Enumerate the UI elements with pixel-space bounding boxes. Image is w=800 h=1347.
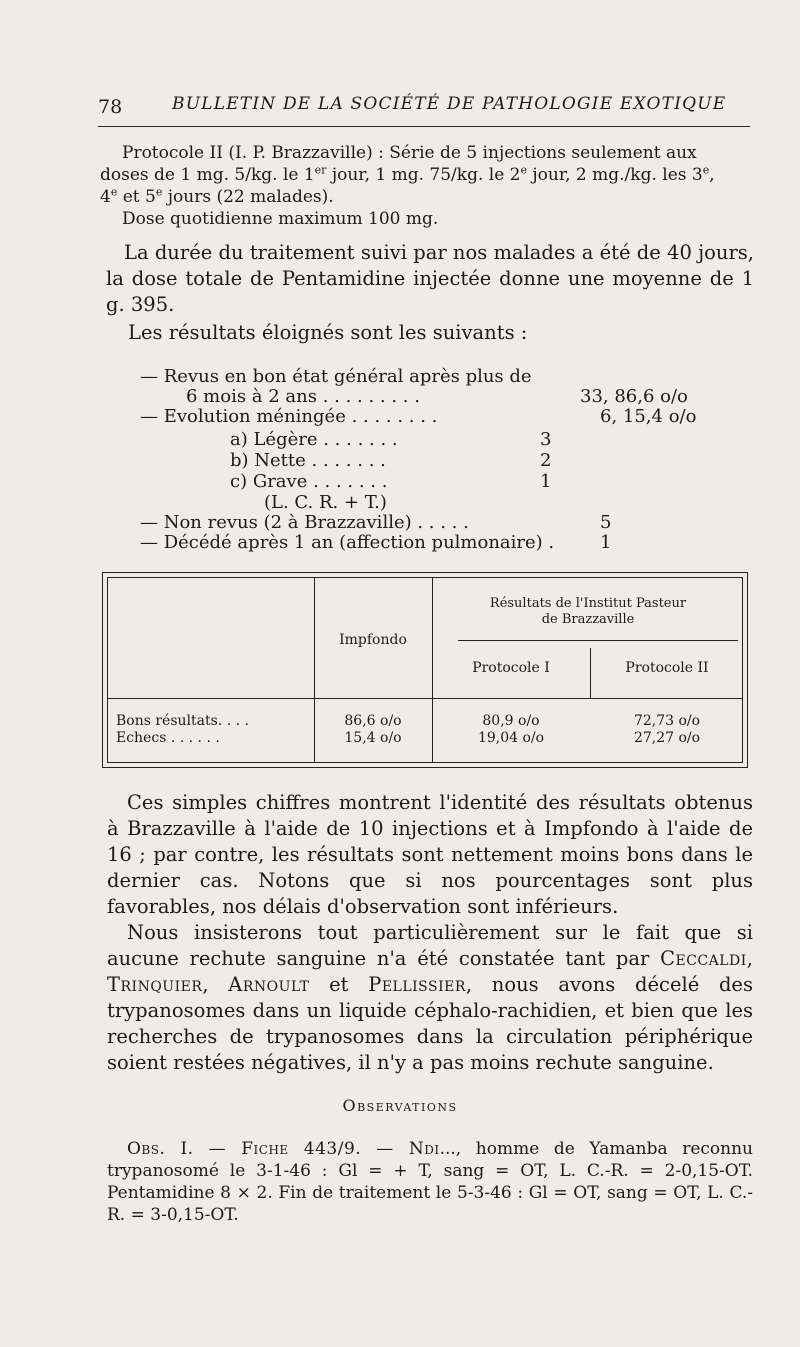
grave-label: c) Grave . . . . . . . — [230, 471, 388, 492]
col-protocole-2-header: Protocole II — [625, 660, 709, 676]
cell-echecs-protocole-1: 19,04 o/o — [477, 730, 545, 746]
decede-value: 1 — [600, 532, 612, 553]
observation-1 — [107, 1138, 753, 1226]
protocol-line-1: Protocole II (I. P. Brazzaville) : Série de 5 injections seulement aux — [122, 143, 697, 163]
cell-echecs-protocole-2: 27,27 o/o — [633, 730, 701, 746]
grave-value: 1 — [540, 471, 552, 492]
nette-value: 2 — [540, 450, 552, 471]
conclusion-text: et — [309, 973, 369, 996]
cell-bons-protocole-2: 72,73 o/o — [633, 713, 701, 729]
cell-bons-impfondo: 86,6 o/o — [344, 713, 402, 729]
conclusion-text: , — [746, 947, 753, 970]
conclusion-text: Nous insisterons tout particulièrement sur le fait que si aucune rechute sanguine n'a été constatée tant par — [107, 921, 753, 970]
table-group-rule — [458, 640, 738, 641]
author-name: Arnoult — [228, 973, 310, 996]
results-intro: Les résultats éloignés sont les suivants : — [128, 321, 528, 344]
col-protocole-1-header: Protocole I — [472, 660, 550, 676]
duration-paragraph — [106, 240, 754, 318]
cell-bons-protocole-1: 80,9 o/o — [482, 713, 540, 729]
conclusion-paragraph-2 — [107, 920, 753, 1076]
table-inner-border — [107, 577, 743, 763]
cell-echecs-impfondo: 15,4 o/o — [344, 730, 402, 746]
protocol-line-2-d: , — [709, 165, 715, 185]
col-impfondo-header: Impfondo — [339, 632, 407, 648]
protocol-line-3-b: et 5 — [117, 187, 156, 207]
protocol-line-2-a: doses de 1 mg. 5/kg. le 1 — [100, 165, 315, 185]
non-revus-label: — Non revus (2 à Brazzaville) . . . . . — [140, 512, 469, 533]
section-title: Observations — [342, 1096, 458, 1115]
protocol-line-3-a: 4 — [100, 187, 111, 207]
revus-label-1: — Revus en bon état général après plus de — [140, 366, 532, 387]
duration-text: La durée du traitement suivi par nos malades a été de 40 jours, la dose totale de Pentamidine injectée donne une moyenne de 1 g. 395. — [106, 241, 754, 316]
non-revus-value: 5 — [600, 512, 612, 533]
protocol-line-3 — [100, 186, 755, 208]
author-name: Trinquier — [107, 973, 203, 996]
revus-value: 33, 86,6 o/o — [580, 386, 688, 407]
group-header-line-1: Résultats de l'Institut Pasteur — [489, 596, 687, 611]
protocol-line-2-b: jour, 1 mg. 75/kg. le 2 — [326, 165, 521, 185]
protocol-line-2-c: jour, 2 mg./kg. les 3 — [527, 165, 703, 185]
author-name: Pellissier — [368, 973, 466, 996]
superscript: e — [110, 185, 118, 199]
conclusion-text: , nous avons décelé des trypanosomes dans un liquide céphalo-rachidien, et bien que les recherches de trypanosomes dans la circulation périphérique soient restées négatives, il n'y a pas moins rechute sanguine. — [107, 973, 753, 1074]
legere-value: 3 — [540, 429, 552, 450]
protocol-ii-block — [100, 142, 755, 230]
patient-name: Ndi — [408, 1139, 440, 1159]
group-header-line-2: de Brazzaville — [541, 612, 635, 627]
conclusion-text: , — [202, 973, 229, 996]
running-title: BULLETIN DE LA SOCIÉTÉ DE PATHOLOGIE EXOTIQUE — [172, 94, 727, 114]
superscript: e — [520, 163, 527, 177]
results-table — [102, 572, 748, 768]
legere-label: a) Légère . . . . . . . — [230, 429, 398, 450]
conclusion-paragraph-1: Ces simples chiffres montrent l'identité des résultats obtenus à Brazzaville à l'aide de 10 injections et à Impfondo à l'aide de 16 ; par contre, les résultats sont nettement moins bons dans le dernier cas. Notons que si nos pourcentages sont plus favorables, nos délais d'observation sont inférieurs. — [107, 791, 753, 918]
superscript: e — [702, 163, 710, 177]
row-label-echecs: Echecs . . . . . . — [116, 730, 220, 746]
nette-label: b) Nette . . . . . . . — [230, 450, 386, 471]
superscript: er — [314, 163, 327, 177]
protocol-line-2 — [100, 164, 755, 186]
decede-label: — Décédé après 1 an (affection pulmonaire) . — [140, 532, 555, 553]
conclusion-block — [107, 790, 753, 1076]
author-name: Ceccaldi — [660, 947, 747, 970]
table-header-rule — [108, 698, 742, 699]
header-rule — [98, 126, 750, 127]
observation-text: ..., homme de Yamanba reconnu trypanosomé le 3-1-46 : Gl = + T, sang = OT, L. C.-R. = 2-0,15-OT. Pentamidine 8 × 2. Fin de traitement le 5-3-46 : Gl = OT, sang = OT, L. C.-R. = 3-0,15-OT. — [107, 1139, 753, 1225]
protocol-line-4: Dose quotidienne maximum 100 mg. — [122, 209, 439, 229]
evolution-value: 6, 15,4 o/o — [600, 406, 697, 427]
row-label-bons: Bons résultats. . . . — [116, 713, 249, 729]
observation-prefix: Obs. I. — Fiche 443/9. — — [127, 1139, 409, 1159]
evolution-label: — Evolution méningée . . . . . . . . — [140, 406, 438, 427]
protocol-line-3-c: jours (22 malades). — [162, 187, 334, 207]
revus-label-2: 6 mois à 2 ans . . . . . . . . . — [186, 386, 420, 407]
superscript: e — [155, 185, 163, 199]
page-number: 78 — [98, 96, 123, 118]
lcr-note: (L. C. R. + T.) — [264, 492, 387, 513]
